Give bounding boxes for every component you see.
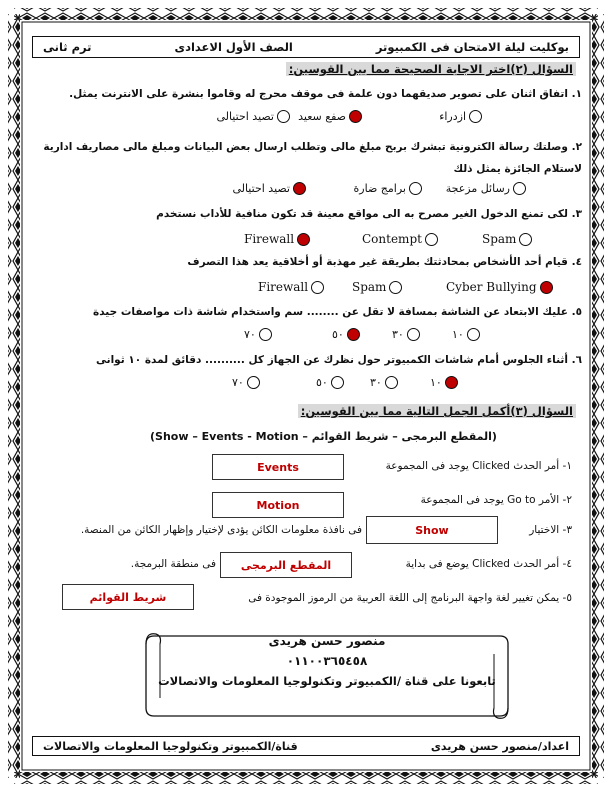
answer-box-5[interactable]: شريط القوائم <box>62 584 194 610</box>
follow-channel: تابعونا على قناة /الكمبيوتر وتكنولوجيا المعلومات والاتصالات <box>158 674 496 688</box>
radio-circle[interactable] <box>407 328 420 341</box>
complete-item-3-before: ٣- الاختيار <box>529 524 572 536</box>
radio-circle[interactable] <box>409 182 422 195</box>
q5-option-10[interactable]: ١٠ <box>452 328 480 341</box>
q6-option-50[interactable]: ٥٠ <box>316 376 344 389</box>
contact-phone: ٠١١٠٠٣٦٥٤٥٨ <box>286 654 368 668</box>
term-label: ترم ثانى <box>43 40 92 54</box>
radio-circle[interactable] <box>331 376 344 389</box>
contact-scroll <box>142 628 512 724</box>
q2-option-3[interactable]: تصيد احتيالى <box>232 182 306 195</box>
radio-circle[interactable] <box>247 376 260 389</box>
q4-option-spam[interactable]: Spam <box>352 280 402 294</box>
q4-option-cyberbullying[interactable]: Cyber Bullying <box>446 280 553 294</box>
q4-option-firewall[interactable]: Firewall <box>258 280 324 294</box>
radio-circle-selected[interactable] <box>445 376 458 389</box>
radio-circle[interactable] <box>425 233 438 246</box>
radio-circle[interactable] <box>277 110 290 123</box>
complete-item-2: ٢- الأمر Go to يوجد فى المجموعة <box>420 494 572 506</box>
q5-option-30[interactable]: ٣٠ <box>392 328 420 341</box>
q2-option-2[interactable]: برامج ضارة <box>354 182 422 195</box>
q1-option-2[interactable]: صفع سعيد <box>298 110 362 123</box>
question-2: ٢. وصلتك رسالة الكترونية تبشرك بربح مبلغ مالى وتطلب ارسال بعض البيانات ومبلغ مالى مصاريف ادارية لاستلام الجائزة يمثل ذلك <box>43 141 582 175</box>
q1-option-3[interactable]: تصيد احتيالى <box>216 110 290 123</box>
radio-circle-selected[interactable] <box>540 281 553 294</box>
q6-option-70[interactable]: ٧٠ <box>232 376 260 389</box>
radio-circle[interactable] <box>513 182 526 195</box>
section2-title: السؤال (٢)اختر الاجابة الصحيحة مما بين القوسين: <box>286 62 576 76</box>
radio-circle[interactable] <box>469 110 482 123</box>
radio-circle[interactable] <box>389 281 402 294</box>
header-bar <box>32 36 580 58</box>
grade-label: الصف الأول الاعدادى <box>174 40 293 54</box>
contact-name: منصور حسن هريدى <box>268 634 386 648</box>
section3-title: السؤال (٣)أكمل الجمل التالية مما بين القوسين: <box>298 404 576 418</box>
q2-option-1[interactable]: رسائل مزعجة <box>446 182 526 195</box>
q1-option-1[interactable]: ازدراء <box>439 110 482 123</box>
answer-box-1[interactable]: Events <box>212 454 344 480</box>
footer-author: اعداد/منصور حسن هريدى <box>430 739 569 753</box>
question-4: ٤. قيام أحد الأشخاص بمحادثتك بطريقة غير مهذبة أو أخلاقية يعد هذا التصرف <box>187 256 582 268</box>
question-6: ٦. أثناء الجلوس أمام شاشات الكمبيوتر حول نظرك عن الجهاز كل .......... دقائق لمدة ١٠ ثوانى <box>96 354 582 366</box>
footer-bar <box>32 736 580 756</box>
complete-item-3-after: فى نافذة معلومات الكائن يؤدى لإختيار وإظهار الكائن من المنصة. <box>80 524 362 536</box>
radio-circle-selected[interactable] <box>349 110 362 123</box>
complete-item-4-after: فى منطقة البرمجة. <box>130 558 216 570</box>
radio-circle[interactable] <box>259 328 272 341</box>
answer-box-4[interactable]: المقطع البرمجى <box>220 552 352 578</box>
q3-option-firewall[interactable]: Firewall <box>244 232 310 246</box>
question-3: ٣. لكى تمنع الدخول الغير مصرح به الى مواقع معينة قد تكون منافية للأداب نستخدم <box>156 208 582 220</box>
question-1: ١. اتفاق اثنان على تصوير صديقهما دون علمة فى موقف محرج له وقاموا بنشرة على الانترنت يمثل. <box>69 88 582 100</box>
q3-option-contempt[interactable]: Contempt <box>362 232 438 246</box>
answer-box-3[interactable]: Show <box>366 516 498 544</box>
radio-circle-selected[interactable] <box>347 328 360 341</box>
q5-option-70[interactable]: ٧٠ <box>244 328 272 341</box>
radio-circle-selected[interactable] <box>297 233 310 246</box>
q3-option-spam[interactable]: Spam <box>482 232 532 246</box>
footer-channel: قناة/الكمبيوتر وتكنولوجيا المعلومات والاتصالات <box>43 739 298 753</box>
complete-item-1: ١- أمر الحدث Clicked يوجد فى المجموعة <box>385 460 572 472</box>
radio-circle[interactable] <box>385 376 398 389</box>
answer-box-2[interactable]: Motion <box>212 492 344 518</box>
word-bank: (المقطع البرمجى – شريط القوائم – Show – Events - Motion) <box>150 430 497 443</box>
radio-circle[interactable] <box>311 281 324 294</box>
q6-option-10[interactable]: ١٠ <box>430 376 458 389</box>
radio-circle-selected[interactable] <box>293 182 306 195</box>
complete-item-4-before: ٤- أمر الحدث Clicked يوضع فى بداية <box>405 558 572 570</box>
q5-option-50[interactable]: ٥٠ <box>332 328 360 341</box>
radio-circle[interactable] <box>467 328 480 341</box>
booklet-title: بوكليت ليلة الامتحان فى الكمبيوتر <box>375 40 569 54</box>
question-5: ٥. عليك الابتعاد عن الشاشة بمسافة لا تقل عن ........ سم واستخدام شاشة ذات مواصفات جيدة <box>93 306 582 318</box>
complete-item-5: ٥- يمكن تغيير لغة واجهة البرنامج إلى اللغة العربية من الرموز الموجودة فى <box>248 592 572 604</box>
radio-circle[interactable] <box>519 233 532 246</box>
q6-option-30[interactable]: ٣٠ <box>370 376 398 389</box>
